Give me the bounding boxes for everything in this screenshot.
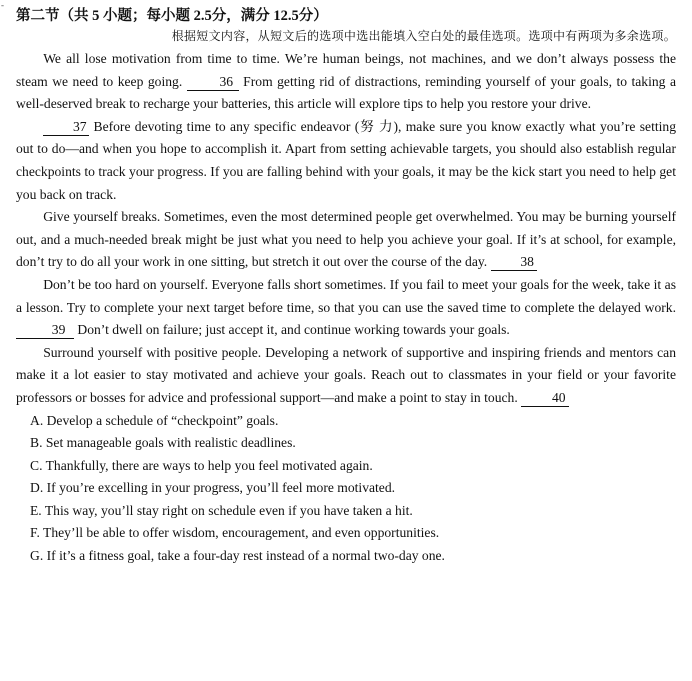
paragraph-text: Don’t be too hard on yourself. Everyone falls short sometimes. If you fail to meet your goals for the week, take it as a lesson. Try to complete your next target before time, so that you can use the saved time to complete the delayed work. — [16, 276, 676, 315]
corner-mark: - — [1, 0, 4, 10]
paragraph-text: ), make sure you know exactly what you’re setting out to do—and when you hope to accomplish it. Apart from setting achievable targets, you should also establish regular checkpoints to track your progress. If you are falling behind with your goals, it may be the kick start you need to help get you back on track. — [16, 118, 676, 202]
paragraph-text: From getting rid of distractions, reminding yourself of your goals, to taking a well-deserved break to recharge your batteries, this article will explore tips to help you restore your drive. — [16, 73, 676, 112]
paragraph-text: We all lose motivation from time to time. We’re human beings, not machines, and we don’t always possess the steam we need to keep going. — [16, 51, 676, 89]
paragraph-3 — [16, 206, 676, 274]
paragraph-text: Don’t dwell on failure; just accept it, and continue working towards your goals. — [74, 322, 510, 338]
blank-37: 37 — [43, 119, 89, 136]
chinese-gloss: 努 力 — [359, 118, 394, 134]
blank-39: 39 — [16, 322, 74, 339]
paragraph-1 — [16, 48, 676, 116]
section-title: 第二节（共 5 小题；每小题 2.5分，满分 12.5分） — [16, 8, 328, 24]
blank-40: 40 — [521, 390, 569, 407]
blank-38: 38 — [491, 254, 537, 271]
option-f: F. They’ll be able to offer wisdom, encouragement, and even opportunities. — [30, 525, 440, 540]
blank-36: 36 — [187, 74, 239, 91]
option-b: B. Set manageable goals with realistic deadlines. — [30, 435, 296, 450]
paragraph-text: Before devoting time to any specific endeavor ( — [89, 118, 360, 134]
instruction-text: 根据短文内容，从短文后的选项中选出能填入空白处的最佳选项。选项中有两项为多余选项。 — [171, 29, 676, 43]
paragraph-5 — [16, 342, 676, 410]
option-a: A. Develop a schedule of “checkpoint” goals. — [30, 412, 279, 428]
option-c: C. Thankfully, there are ways to help you feel motivated again. — [30, 457, 373, 473]
paragraph-2 — [16, 116, 676, 206]
paragraph-text: Surround yourself with positive people. Developing a network of supportive and inspiring friends and mentors can make it a lot easier to stay motivated and achieve your goals. Reach out to classmates in your field or your favorite professors or bosses for advice and professional support—and make a point to stay in touch. — [16, 344, 676, 405]
options-list — [16, 410, 676, 568]
paragraph-4 — [16, 274, 676, 342]
option-e: E. This way, you’ll stay right on schedule even if you have taken a hit. — [30, 502, 413, 518]
paragraph-text: Give yourself breaks. Sometimes, even the most determined people get overwhelmed. You may be burning yourself out, and a much-needed break might be just what you need to help you achieve your goal. If it’s at school, for example, don’t try to do all your work in one sitting, but stretch it out over the course of the day. — [16, 209, 676, 270]
option-g: G. If it’s a fitness goal, take a four-day rest instead of a normal two-day one. — [30, 547, 445, 563]
option-d: D. If you’re excelling in your progress, you’ll feel more motivated. — [30, 480, 396, 495]
